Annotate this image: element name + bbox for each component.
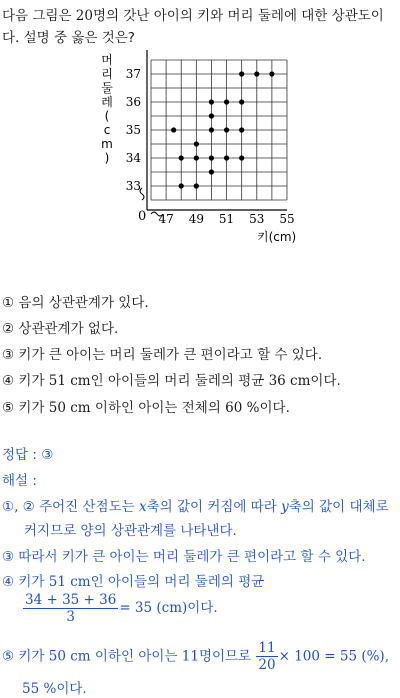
x-tick-label: 51 bbox=[218, 212, 235, 226]
y-axis-label-char: 리 bbox=[101, 67, 113, 81]
scatter-chart bbox=[95, 50, 310, 245]
explanation-label: 해설 : bbox=[2, 473, 37, 489]
data-point bbox=[224, 99, 229, 104]
explanation-4: ⑤ 키가 50 cm 이하인 아이는 11명이므로 $\frac{11}{20}$ × 100 = 55 (%), bbox=[2, 640, 389, 673]
x-tick-labels bbox=[158, 212, 294, 226]
y-axis-label-char: ( bbox=[104, 109, 110, 123]
data-point bbox=[209, 99, 214, 104]
data-point bbox=[254, 71, 259, 76]
explanation-4b: 55 %이다. bbox=[22, 681, 87, 697]
y-axis-label-char: c bbox=[103, 123, 111, 137]
y-tick-label: 34 bbox=[125, 151, 141, 165]
choice-2[interactable]: ② 상관관계가 없다. bbox=[2, 321, 119, 337]
explanation-1b: 커지므로 양의 상관관계를 나타낸다. bbox=[24, 523, 237, 539]
y-tick-label: 33 bbox=[125, 179, 141, 193]
ratio-fraction: $\frac{11}{20}$ bbox=[258, 640, 276, 673]
data-point bbox=[171, 127, 176, 132]
explanation-1a: ①, ② 주어진 산점도는 x축의 값이 커짐에 따라 y축의 값이 대체로 bbox=[2, 499, 389, 515]
x-tick-label: 55 bbox=[279, 212, 295, 226]
data-point bbox=[209, 127, 214, 132]
x-tick-label: 53 bbox=[249, 212, 265, 226]
data-point bbox=[209, 113, 214, 118]
x-tick-label: 49 bbox=[188, 212, 204, 226]
y-axis-label-char: 둘 bbox=[101, 81, 113, 95]
data-point bbox=[224, 127, 229, 132]
y-tick-label: 37 bbox=[125, 67, 141, 81]
data-point bbox=[224, 155, 229, 160]
y-tick-label: 36 bbox=[125, 95, 141, 109]
y-axis-label-char: ) bbox=[104, 151, 110, 165]
y-tick-labels bbox=[126, 67, 142, 193]
explanation-3-formula: $\frac{34 + 35 + 36}{3}$ = 35 (cm)이다. bbox=[25, 592, 218, 625]
chart-axes bbox=[140, 50, 287, 216]
question-line-2: 다. 설명 중 옳은 것은? bbox=[2, 30, 135, 46]
data-point bbox=[239, 99, 244, 104]
data-point bbox=[209, 169, 214, 174]
y-axis-label-char: 머 bbox=[101, 53, 113, 67]
data-point bbox=[239, 71, 244, 76]
data-point bbox=[179, 183, 184, 188]
y-axis-label-char: 레 bbox=[101, 95, 113, 109]
x-tick-label: 47 bbox=[158, 212, 174, 226]
explanation-3: ④ 키가 51 cm인 아이들의 머리 둘레의 평균 bbox=[2, 574, 265, 590]
data-point bbox=[194, 141, 199, 146]
explanation-2: ③ 따라서 키가 큰 아이는 머리 둘레가 큰 편이라고 할 수 있다. bbox=[2, 549, 366, 565]
data-point bbox=[179, 155, 184, 160]
y-axis-label-char: m bbox=[101, 137, 113, 151]
x-axis-label: 키(cm) bbox=[257, 230, 297, 244]
choice-5[interactable]: ⑤ 키가 50 cm 이하인 아이는 전체의 60 %이다. bbox=[2, 400, 290, 416]
data-point bbox=[194, 183, 199, 188]
origin-label: 0 bbox=[138, 209, 147, 224]
question-line-1: 다음 그림은 20명의 갓난 아이의 키와 머리 둘레에 대한 상관도이 bbox=[2, 8, 384, 24]
data-point bbox=[239, 155, 244, 160]
data-point bbox=[269, 71, 274, 76]
y-axis-label bbox=[101, 52, 113, 165]
answer: 정답 : ③ bbox=[2, 447, 54, 463]
choice-4[interactable]: ④ 키가 51 cm인 아이들의 머리 둘레의 평균 36 cm이다. bbox=[2, 373, 341, 389]
choice-3[interactable]: ③ 키가 큰 아이는 머리 둘레가 큰 편이라고 할 수 있다. bbox=[2, 347, 323, 363]
choice-1[interactable]: ① 음의 상관관계가 있다. bbox=[2, 295, 149, 311]
data-point bbox=[194, 155, 199, 160]
y-tick-label: 35 bbox=[125, 123, 141, 137]
mean-fraction: $\frac{34 + 35 + 36}{3}$ bbox=[25, 592, 117, 625]
data-point bbox=[239, 127, 244, 132]
data-point bbox=[209, 155, 214, 160]
